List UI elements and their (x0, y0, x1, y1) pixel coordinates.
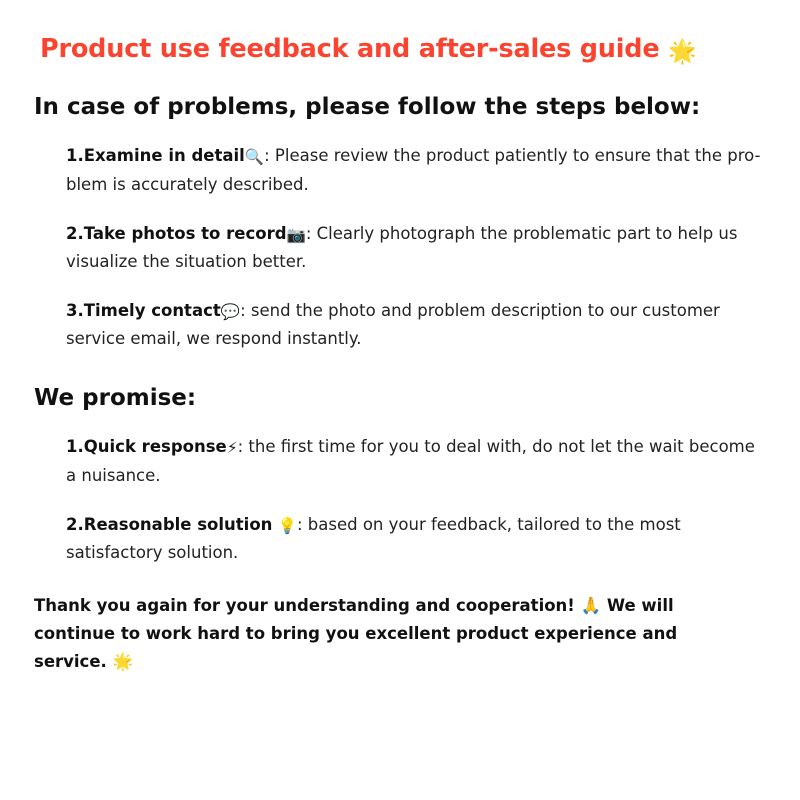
promise-step-1-body: : the first time for you to deal with, do not let the wait become a nuisance. (66, 437, 755, 486)
problem-step-1 (66, 142, 766, 199)
promise-step-2-lead: 2.Reasonable solution (66, 514, 273, 534)
magnifier-icon: 🔍 (244, 148, 265, 167)
problem-step-1-body: : Please review the product patiently to ensure that the pro-blem is accurately described. (66, 146, 761, 195)
promise-step-1-lead: 1.Quick response (66, 437, 227, 457)
star-icon: 🌟 (668, 39, 697, 65)
promise-heading: We promise: (34, 384, 197, 411)
lightbulb-icon: 💡 (277, 516, 297, 535)
page-title-text: Product use feedback and after-sales guide (40, 34, 660, 64)
speech-bubble-icon: 💬 (220, 302, 241, 321)
problem-step-3-lead: 3.Timely contact (66, 300, 221, 320)
praying-hands-icon: 🙏 (580, 595, 602, 615)
problem-step-2 (66, 220, 766, 277)
promise-step-2-body: : based on your feedback, tailored to the most satisfactory solution. (66, 514, 681, 563)
lightning-icon: ⚡ (226, 439, 238, 458)
camera-icon: 📷 (286, 225, 306, 244)
closing-part-1: Thank you again for your understanding and cooperation! (34, 595, 575, 615)
problem-step-3-body: : send the photo and problem description to our customer service email, we respond instantly. (66, 300, 720, 349)
star-icon-closing: 🌟 (112, 652, 134, 672)
promise-step-1 (66, 433, 766, 490)
closing-paragraph (34, 592, 754, 677)
problems-heading: In case of problems, please follow the steps below: (34, 93, 701, 120)
problem-step-3 (66, 297, 766, 354)
problem-step-1-lead: 1.Examine in detail (66, 146, 245, 166)
closing-part-2: We will continue to work hard to bring you excellent product experience and service. (34, 595, 678, 672)
problem-step-2-body: : Clearly photograph the problematic part to help us visualize the situation better. (66, 223, 738, 272)
page-title (40, 34, 770, 67)
promise-step-2 (66, 511, 766, 568)
problem-step-2-lead: 2.Take photos to record (66, 223, 287, 243)
